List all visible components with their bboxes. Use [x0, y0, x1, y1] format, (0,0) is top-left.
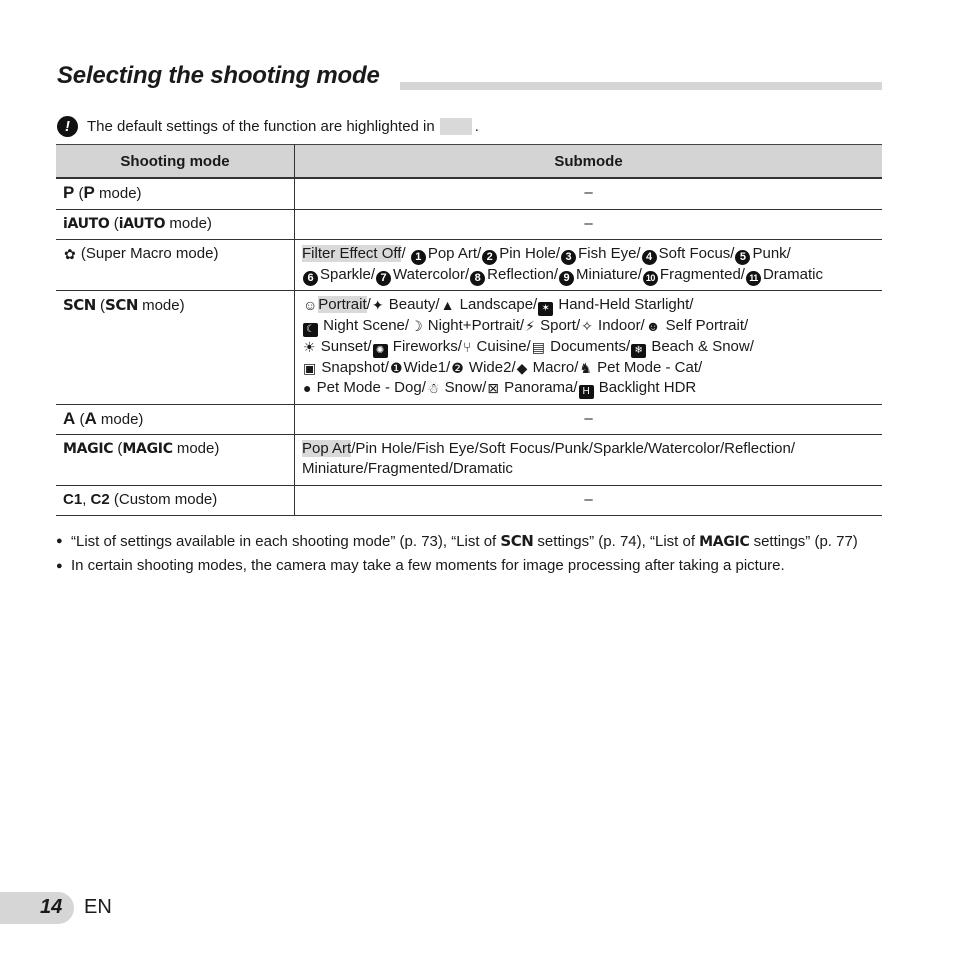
number-5-icon: 5 — [735, 250, 750, 265]
bullet-icon: ● — [56, 560, 63, 572]
snapshot-icon: ▣ — [303, 359, 317, 376]
mode-cell-p: P (P mode) — [56, 178, 295, 209]
note-end: . — [474, 117, 479, 135]
scn-mode-icon: SCN — [63, 295, 96, 314]
page-number-tab — [0, 892, 74, 924]
default-settings-note — [57, 114, 479, 138]
table-row-a — [56, 404, 882, 434]
number-7-icon: 7 — [376, 271, 391, 286]
submode-cell-p: – — [295, 178, 883, 209]
bullet-icon: ● — [56, 535, 63, 547]
iauto-mode-icon-inline: iAUTO — [118, 215, 166, 232]
sport-icon: ⚡ — [525, 317, 535, 334]
submode-cell-iauto: – — [295, 209, 883, 239]
pet-dog-icon: ● — [303, 379, 312, 396]
documents-icon: ▤ — [531, 338, 545, 355]
scn-mode-icon: SCN — [500, 532, 534, 550]
notes-list — [56, 531, 886, 580]
magic-mode-icon: MAGIC — [63, 440, 114, 457]
mode-cell-custom: C1, C2 (Custom mode) — [56, 485, 295, 515]
submode-cell-super-macro: Filter Effect Off/ 1 Pop Art/ 2 Pin Hole/ 3 Fish Eye/ 4 Soft Focus/ 5 Punk/ 6 Sparkle/ 7 Watercolor/ 8 Reflection/ 9 Miniature/ 10 Fragmented/ 11 Dramatic — [295, 239, 883, 290]
header-shooting-mode: Shooting mode — [56, 145, 295, 179]
scn-mode-icon-inline: SCN — [105, 295, 138, 314]
page-title: Selecting the shooting mode — [57, 62, 380, 89]
magic-mode-icon: MAGIC — [699, 534, 750, 550]
number-10-icon: 10 — [643, 271, 658, 286]
shooting-mode-table — [56, 144, 882, 516]
portrait-icon: ☺ — [303, 296, 318, 313]
list-item: ● “List of settings available in each shooting mode” (p. 73), “List of SCN settings” (p. 74), “List of MAGIC settings” (p. 77) — [56, 532, 858, 550]
macro-fish-icon: ◆ — [516, 359, 528, 376]
a-mode-icon: A — [63, 408, 76, 428]
note-text: The default settings of the function are highlighted in — [87, 117, 435, 135]
self-portrait-icon: ☻ — [645, 317, 661, 334]
beauty-icon: ✦ — [371, 296, 384, 313]
cuisine-icon: ⑂ — [462, 338, 472, 355]
mode-cell-a: A (A mode) — [56, 404, 295, 434]
indoor-icon: ✧ — [581, 317, 593, 334]
table-row-p — [56, 178, 882, 209]
portrait-default: Portrait — [318, 295, 367, 313]
page-number: 14 — [40, 896, 63, 918]
number-8-icon: 8 — [470, 271, 485, 286]
magic-mode-icon-inline: MAGIC — [122, 440, 173, 457]
submode-cell-custom: – — [295, 485, 883, 515]
table-row-super-macro — [56, 239, 882, 290]
submode-cell-scn: ☺Portrait/✦ Beauty/▲ Landscape/ ✶ Hand-Held Starlight/ ☾ Night Scene/☽ Night+Portrait/⚡ Sport/✧ Indoor/☻ Self Portrait/ ☀ Sunset/ ✺ Fireworks/⑂ Cuisine/▤ Documents/ ❄ Beach & Snow/ ▣ Snapshot/❶Wide1/❷ Wide2/◆ Macro/♞ Pet Mode - Cat/ ● Pet Mode - Dog/☃ Snow/⊠ Panorama/ H Backlight HDR — [295, 290, 883, 404]
submode-cell-a: – — [295, 404, 883, 434]
night-scene-icon: ☾ — [303, 323, 318, 337]
number-3-icon: 3 — [561, 250, 576, 265]
snow-icon: ☃ — [426, 379, 440, 396]
panorama-icon: ⊠ — [487, 379, 500, 396]
number-2-icon: 2 — [482, 250, 497, 265]
hand-held-starlight-icon: ✶ — [538, 302, 553, 316]
mode-cell-scn: SCN (SCN mode) — [56, 290, 295, 404]
iauto-mode-icon: iAUTO — [63, 215, 110, 232]
table-header-row — [56, 145, 882, 179]
mode-cell-super-macro: ✿ (Super Macro mode) — [56, 239, 295, 290]
mode-cell-iauto: iAUTO (iAUTO mode) — [56, 209, 295, 239]
beach-snow-icon: ❄ — [631, 344, 646, 358]
landscape-icon: ▲ — [440, 296, 455, 313]
pop-art-default: Pop Art — [302, 439, 352, 457]
p-mode-icon: P — [63, 183, 75, 202]
sunset-icon: ☀ — [303, 338, 316, 355]
super-macro-flower-icon: ✿ — [64, 245, 76, 262]
warning-icon: ! — [57, 116, 78, 137]
table-row-magic — [56, 434, 882, 485]
wide1-icon: ❶ — [389, 359, 403, 376]
filter-effect-off-default: Filter Effect Off — [302, 244, 402, 262]
highlight-swatch — [440, 118, 472, 135]
list-item: ● In certain shooting modes, the camera may take a few moments for image processing after taking a picture. — [56, 557, 785, 574]
a-mode-icon-inline: A — [84, 408, 97, 428]
number-6-icon: 6 — [303, 271, 318, 286]
pet-cat-icon: ♞ — [579, 359, 592, 376]
table-row-iauto — [56, 209, 882, 239]
number-4-icon: 4 — [642, 250, 657, 265]
table-row-custom — [56, 485, 882, 515]
header-submode: Submode — [295, 145, 883, 179]
title-rule — [400, 82, 882, 90]
night-portrait-icon: ☽ — [410, 317, 423, 334]
submode-cell-magic: Pop Art/Pin Hole/Fish Eye/Soft Focus/Punk/Sparkle/Watercolor/Reflection/ Miniature/Fragmented/Dramatic — [295, 434, 883, 485]
fireworks-icon: ✺ — [373, 344, 388, 358]
number-11-icon: 11 — [746, 271, 761, 286]
table-row-scn — [56, 290, 882, 404]
mode-cell-magic: MAGIC (MAGIC mode) — [56, 434, 295, 485]
p-mode-icon-inline: P — [83, 183, 95, 202]
wide2-icon: ❷ — [451, 359, 464, 376]
number-9-icon: 9 — [559, 271, 574, 286]
backlight-hdr-icon: H — [579, 385, 594, 399]
language-code: EN — [84, 896, 112, 918]
number-1-icon: 1 — [411, 250, 426, 265]
